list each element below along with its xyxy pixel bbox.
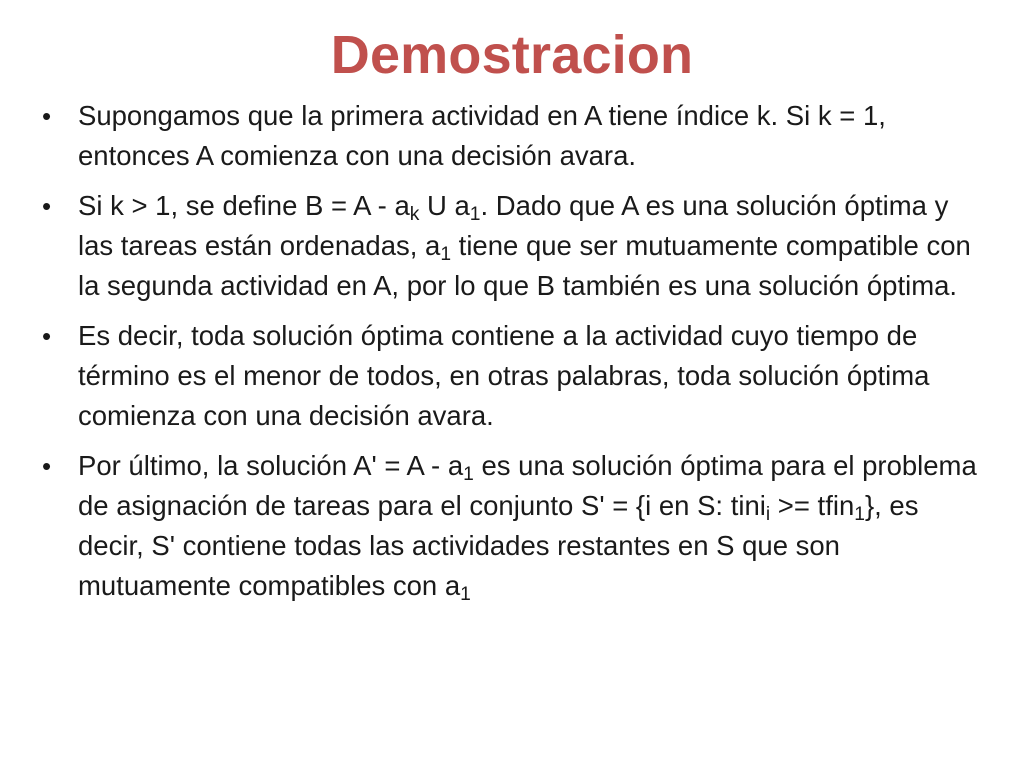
bullet-text: Si k > 1, se define $B = A - a_k$ U $a_1$. Dado que A es una solución óptima y las tareas están ordenadas, $a_1$ tiene que ser mutuamente compatible con la segunda actividad en A, por lo que B también es una solución óptima. (78, 190, 971, 301)
bullet-dot-icon: • (42, 451, 52, 481)
bullet-item-1 (40, 96, 990, 176)
bullet-text: Supongamos que la primera actividad en A tiene índice k. Si k = 1, entonces A comienza con una decisión avara. (78, 100, 886, 171)
subscript: 1 (469, 203, 481, 225)
subscript: k (409, 203, 420, 225)
subscript: 1 (440, 243, 452, 265)
bullet-dot-icon: • (42, 191, 52, 221)
bullet-item-2 (40, 186, 990, 306)
bullet-list (40, 96, 990, 616)
bullet-item-4 (40, 446, 990, 606)
subscript: 1 (460, 583, 471, 605)
bullet-text: Es decir, toda solución óptima contiene a la actividad cuyo tiempo de término es el menor de todos, en otras palabras, toda solución óptima comienza con una decisión avara. (78, 320, 930, 431)
subscript: 1 (463, 463, 474, 485)
subscript: i (765, 503, 771, 525)
bullet-dot-icon: • (42, 101, 52, 131)
bullet-text: Por último, la solución $A' = A - a_1$ es una solución óptima para el problema de asignación de tareas para el conjunto S' = {i en S: tini$_i$ >= tfin$_1$}, es decir, S' contiene todas las actividades restantes en S que son mutuamente compatibles con $a_1$ (78, 450, 977, 605)
bullet-item-3 (40, 316, 990, 436)
slide-title: Demostracion (330, 25, 694, 85)
bullet-dot-icon: • (42, 321, 52, 351)
subscript: 1 (854, 503, 865, 525)
